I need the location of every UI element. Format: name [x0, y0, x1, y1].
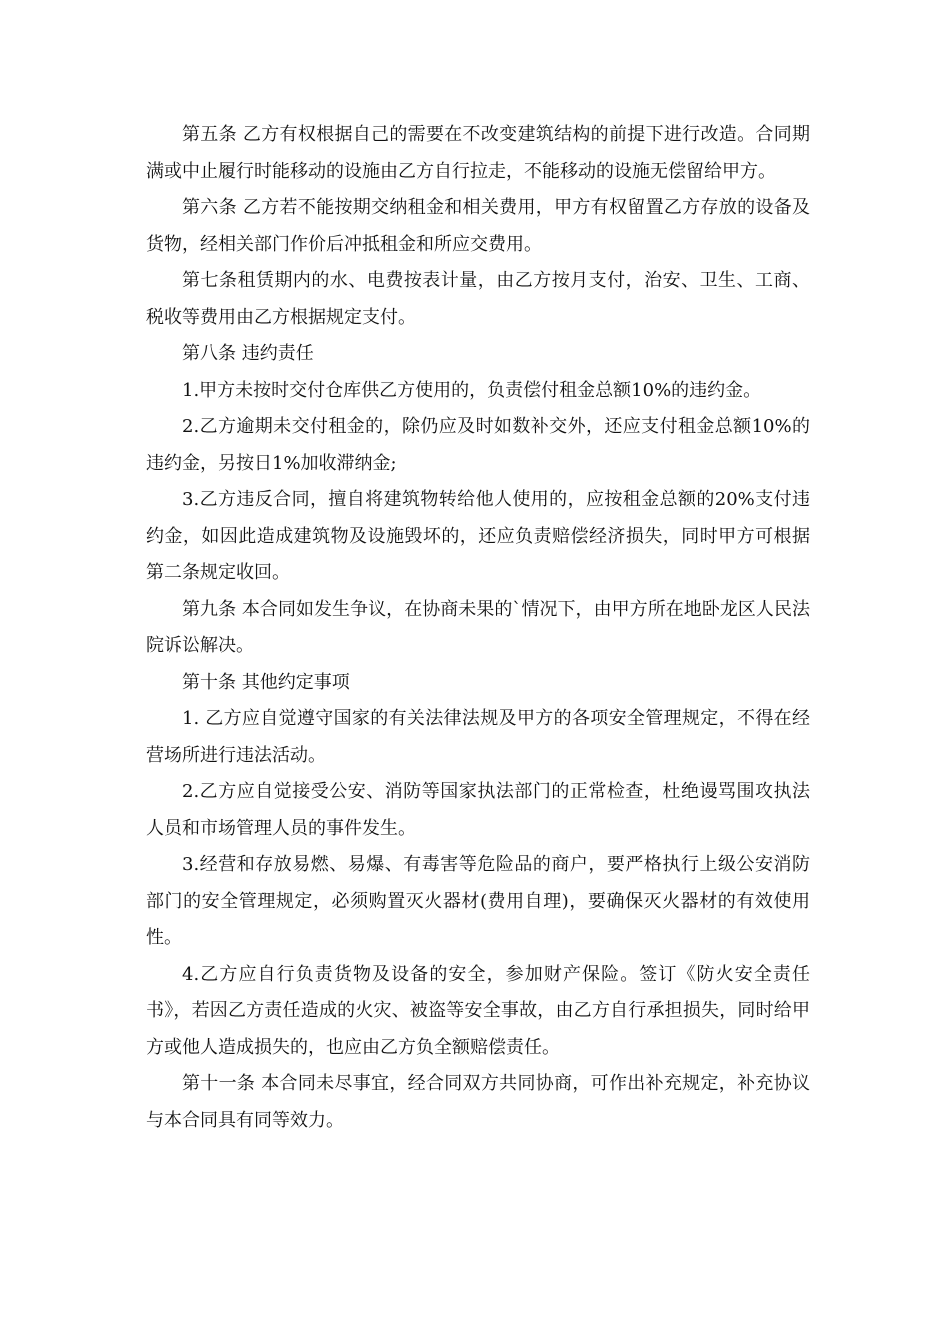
clause-8-heading: 第八条 违约责任	[182, 343, 314, 364]
clause-8-item-3: 3.乙方违反合同，擅自将建筑物转给他人使用的，应按租金总额的20%支付违约金，如因此造成建筑物及设施毁坏的，还应负责赔偿经济损失，同时甲方可根据第二条规定收回。	[146, 489, 810, 583]
clause-8-item-1: 1.甲方未按时交付仓库供乙方使用的，负责偿付租金总额10%的违约金。	[182, 379, 762, 401]
clause-10-item-3: 3.经营和存放易燃、易爆、有毒害等危险品的商户，要严格执行上级公安消防部门的安全管理规定，必须购置灭火器材(费用自理)，要确保灭火器材的有效使用性。	[146, 854, 810, 948]
clause-8-item-2: 2.乙方逾期未交付租金的，除仍应及时如数补交外，还应支付租金总额10%的违约金，另按日1%加收滞纳金;	[146, 416, 810, 474]
clause-11: 第十一条 本合同未尽事宜，经合同双方共同协商，可作出补充规定，补充协议与本合同具有同等效力。	[146, 1073, 810, 1131]
clause-9: 第九条 本合同如发生争议，在协商未果的`情况下，由甲方所在地卧龙区人民法院诉讼解决。	[146, 598, 810, 656]
document-body	[146, 117, 810, 1139]
clause-10-item-2: 2.乙方应自觉接受公安、消防等国家执法部门的正常检查，杜绝谩骂围攻执法人员和市场管理人员的事件发生。	[146, 781, 810, 839]
clause-10-item-1: 1. 乙方应自觉遵守国家的有关法律法规及甲方的各项安全管理规定，不得在经营场所进行违法活动。	[146, 708, 810, 766]
clause-10-item-4: 4.乙方应自行负责货物及设备的安全，参加财产保险。签订《防火安全责任书》，若因乙方责任造成的火灾、被盗等安全事故，由乙方自行承担损失，同时给甲方或他人造成损失的，也应由乙方负全额赔偿责任。	[146, 963, 810, 1058]
clause-10-heading: 第十条 其他约定事项	[182, 671, 350, 693]
clause-6: 第六条 乙方若不能按期交纳租金和相关费用，甲方有权留置乙方存放的设备及货物，经相关部门作价后冲抵租金和所应交费用。	[146, 197, 810, 255]
clause-5: 第五条 乙方有权根据自己的需要在不改变建筑结构的前提下进行改造。合同期满或中止履行时能移动的设施由乙方自行拉走，不能移动的设施无偿留给甲方。	[146, 124, 810, 182]
clause-7: 第七条租赁期内的水、电费按表计量，由乙方按月支付，治安、卫生、工商、税收等费用由乙方根据规定支付。	[146, 270, 810, 328]
